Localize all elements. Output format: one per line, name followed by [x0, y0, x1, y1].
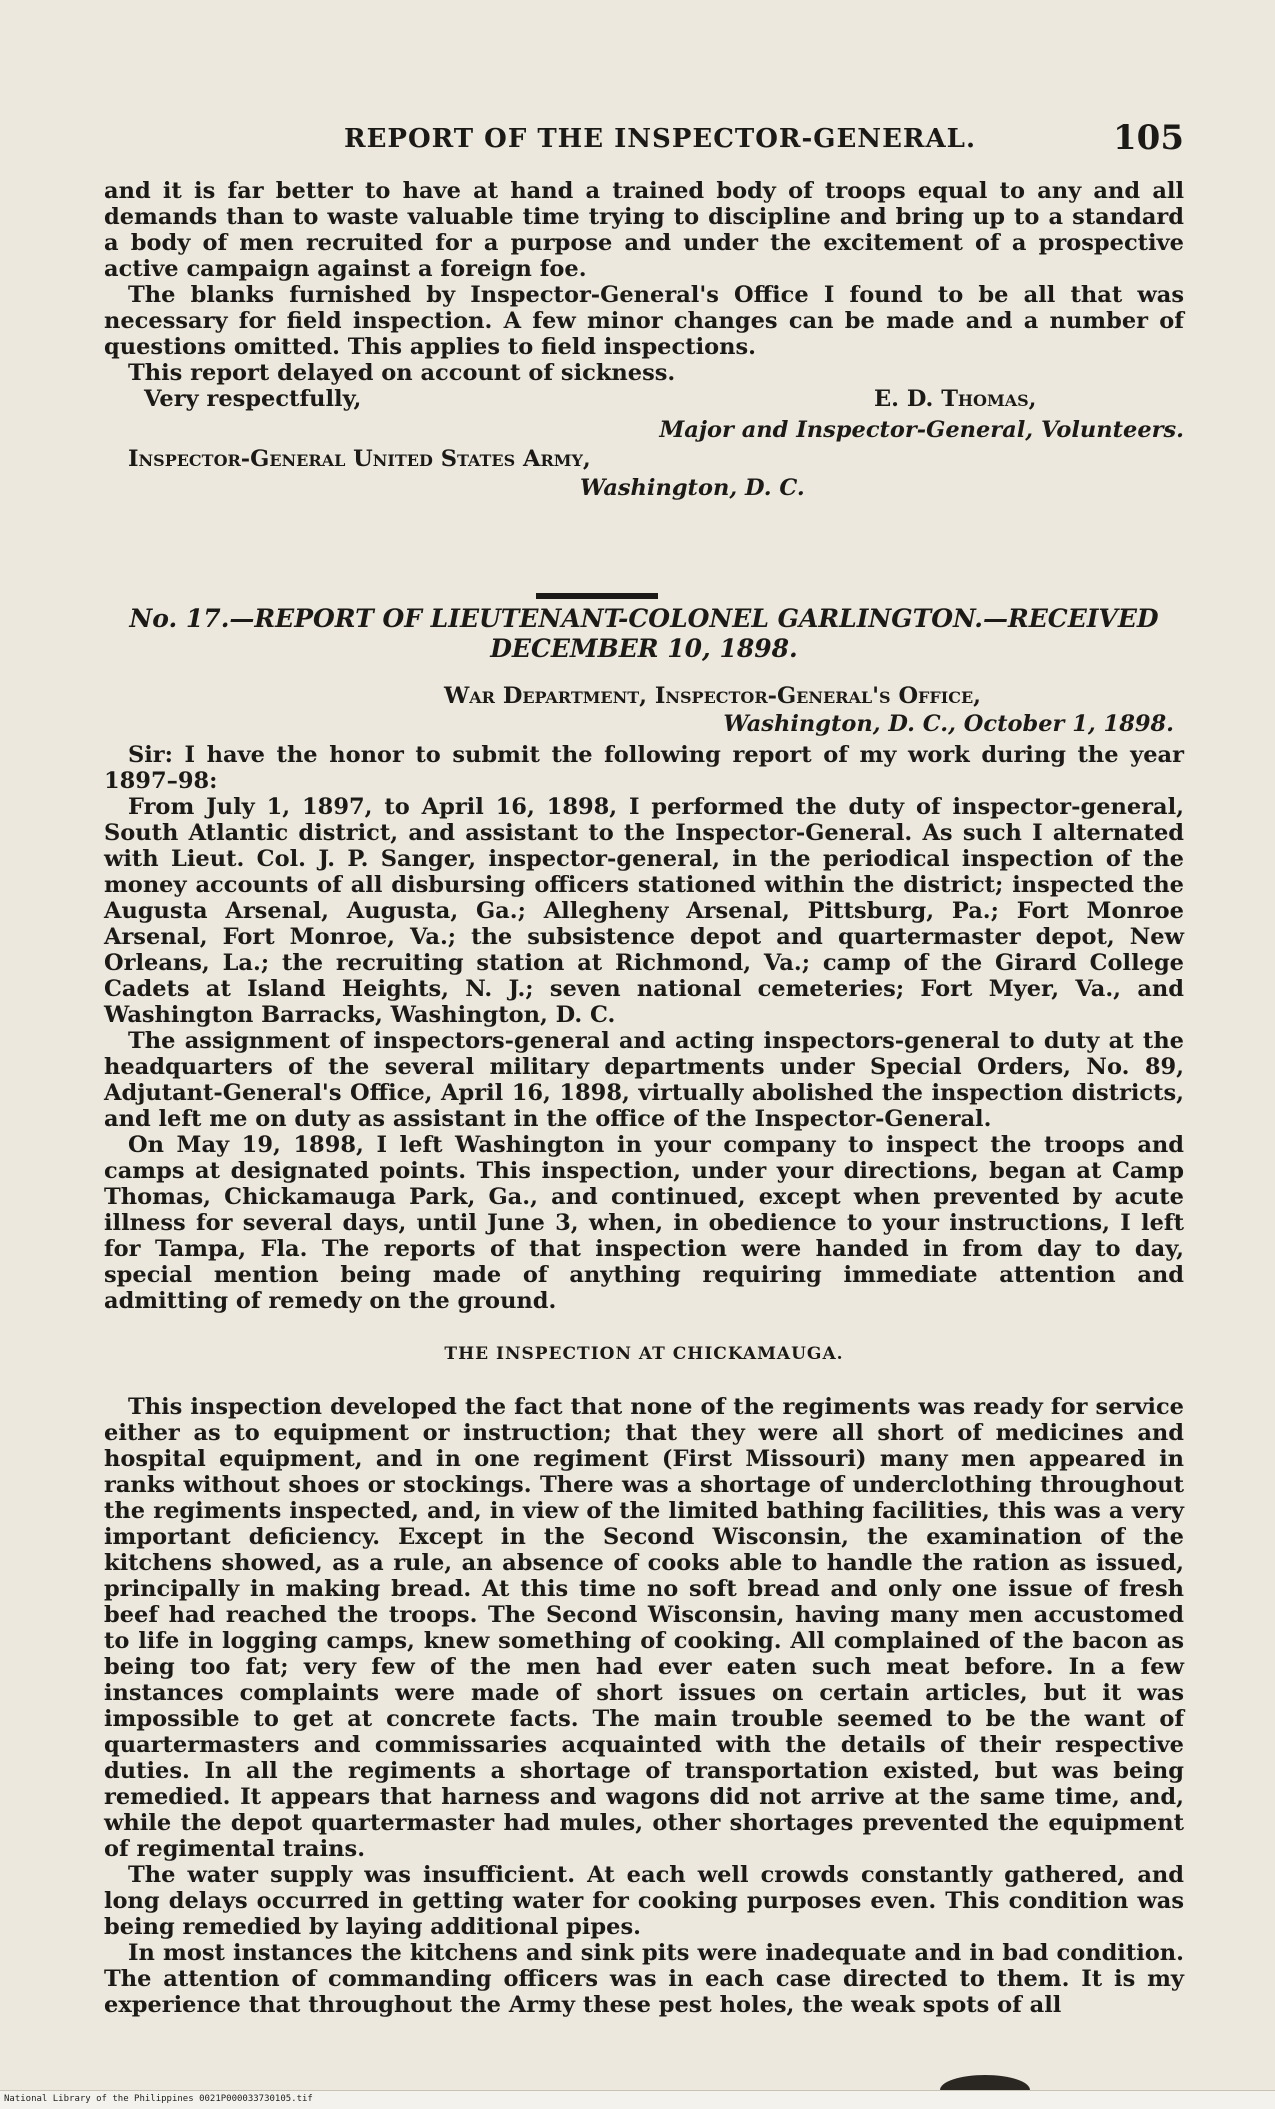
page-number: 105 — [1113, 118, 1184, 158]
closing: Very respectfully, — [144, 386, 362, 412]
date-line: Washington, D. C., October 1, 1898. — [723, 711, 1174, 737]
paragraph: The water supply was insufficient. At each well crowds constantly gathered, and long delays occurred in getting water for cooking purposes even. This condition was being remedied by laying additional pipes. — [104, 1862, 1184, 1940]
paragraph: The assignment of inspectors-general and acting inspectors-general to duty at the headquarters of the several military departments under Special Orders, No. 89, Adjutant-General's Office, April 16, 1898, virtually abolished the inspection districts, and left me on duty as assistant in the office of the Inspector-General. — [104, 1028, 1184, 1132]
salutation-paragraph: Sir: I have the honor to submit the following report of my work during the year 1897–98: — [104, 742, 1184, 794]
footer-text: National Library of the Philippines 0021P000033730105.tif — [4, 2094, 313, 2104]
subhead: THE INSPECTION AT CHICKAMAUGA. — [444, 1344, 844, 1364]
letter-ending — [104, 178, 1184, 502]
addressee-location: Washington, D. C. — [580, 475, 805, 501]
signatory-name: E. D. Thomas, — [874, 386, 1037, 412]
paragraph: The blanks furnished by Inspector-General's Office I found to be all that was necessary for field inspection. A few minor changes can be made and a number of questions omitted. This applies to field inspections. — [104, 282, 1184, 360]
section-title-line: No. 17.—REPORT OF LIEUTENANT-COLONEL GARLINGTON.—RECEIVED — [129, 604, 1159, 633]
signature-line — [104, 386, 1184, 416]
paragraph: This inspection developed the fact that none of the regiments was ready for service either as to equipment or instruction; that they were all short of medicines and hospital equipment, and in one regiment (First Missouri) many men appeared in ranks without shoes or stockings. There was a shortage of underclothing throughout the regiments inspected, and, in view of the limited bathing facilities, this was a very important deficiency. Except in the Second Wisconsin, the examination of the kitchens showed, as a rule, an absence of cooks able to handle the ration as issued, principally in making bread. At this time no soft bread and only one issue of fresh beef had reached the troops. The Second Wisconsin, having many men accustomed to life in logging camps, knew something of cooking. All complained of the bacon as being too fat; very few of the men had ever eaten such meat before. In a few instances complaints were made of short issues on certain articles, but it was impossible to get at concrete facts. The main trouble seemed to be the want of quartermasters and commissaries acquainted with the details of their respective duties. In all the regiments a shortage of transportation existed, but was being remedied. It appears that harness and wagons did not arrive at the same time, and, while the depot quartermaster had mules, other shortages prevented the equipment of regimental trains. — [104, 1394, 1184, 1862]
paragraph: This report delayed on account of sickness. — [128, 360, 676, 386]
page-header — [104, 118, 1184, 166]
report-17 — [104, 604, 1184, 2018]
paragraph: From July 1, 1897, to April 16, 1898, I performed the duty of inspector-general, South Atlantic district, and assistant to the Inspector-General. As such I alternated with Lieut. Col. J. P. Sanger, inspector-general, in the periodical inspection of the money accounts of all disbursing officers stationed within the district; inspected the Augusta Arsenal, Augusta, Ga.; Allegheny Arsenal, Pittsburg, Pa.; Fort Monroe Arsenal, Fort Monroe, Va.; the subsistence depot and quartermaster depot, New Orleans, La.; the recruiting station at Richmond, Va.; camp of the Girard College Cadets at Island Heights, N. J.; seven national cemeteries; Fort Myer, Va., and Washington Barracks, Washington, D. C. — [104, 794, 1184, 1028]
scan-footer — [0, 2090, 1275, 2109]
paragraph: On May 19, 1898, I left Washington in your company to inspect the troops and camps at designated points. This inspection, under your directions, began at Camp Thomas, Chickamauga Park, Ga., and continued, except when prevented by acute illness for several days, until June 3, when, in obedience to your instructions, I left for Tampa, Fla. The reports of that inspection were handed in from day to day, special mention being made of anything requiring immediate attention and admitting of remedy on the ground. — [104, 1132, 1184, 1314]
section-title — [104, 604, 1184, 664]
addressee: Inspector-General United States Army, — [128, 446, 591, 472]
paragraph: In most instances the kitchens and sink pits were inadequate and in bad condition. The attention of commanding officers was in each case directed to them. It is my experience that throughout the Army these pest holes, the weak spots of all — [104, 1940, 1184, 2018]
paragraph: and it is far better to have at hand a trained body of troops equal to any and all demands than to waste valuable time trying to discipline and bring up to a standard a body of men recruited for a purpose and under the excitement of a prospective active campaign against a foreign foe. — [104, 178, 1184, 282]
signatory-title: Major and Inspector-General, Volunteers. — [659, 417, 1184, 443]
section-divider — [536, 593, 658, 599]
office-line: War Department, Inspector-General's Office, — [444, 683, 982, 709]
section-title-line: DECEMBER 10, 1898. — [490, 634, 798, 663]
running-head: REPORT OF THE INSPECTOR-GENERAL. — [344, 124, 976, 154]
